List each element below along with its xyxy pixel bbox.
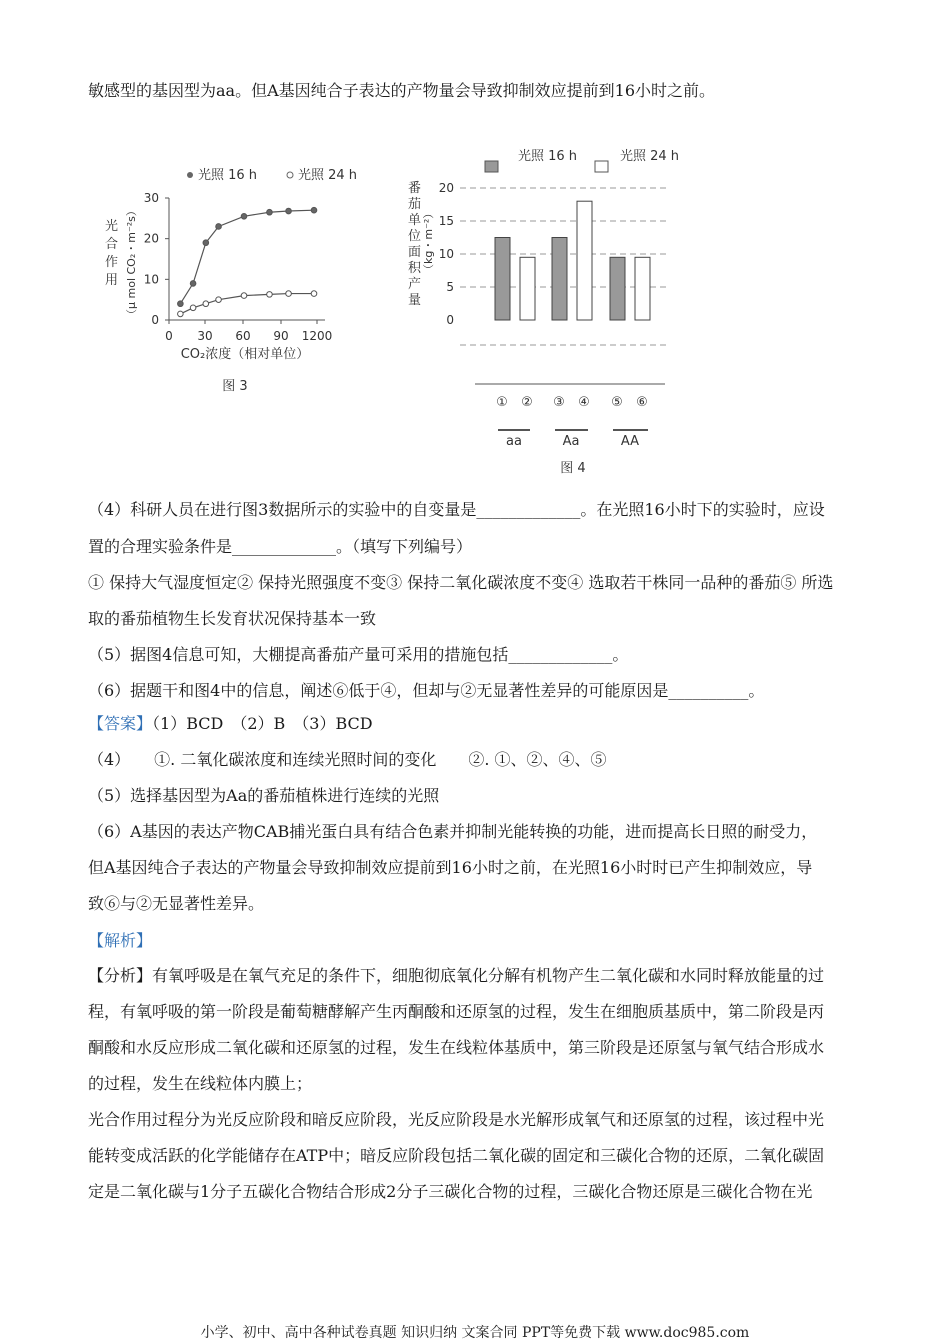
fig3-point: [178, 301, 184, 307]
analysis-p1-line2: 程，有氧呼吸的第一阶段是葡萄糖酵解产生丙酮酸和还原氢的过程，发生在细胞质基质中，第二阶段是丙: [88, 1002, 825, 1021]
fig3-ytick: 30: [143, 191, 159, 205]
fig3-xtick: 30: [197, 329, 213, 343]
fig4-bar-label: ⑥: [636, 395, 648, 410]
fig3-xlabel: CO₂浓度（相对单位）: [180, 347, 310, 362]
legend-24h-marker: [287, 172, 293, 178]
fig3-legend-24h: 光照 24 h: [298, 168, 358, 183]
fig3-point: [241, 293, 247, 299]
fig4-bar-label: ⑤: [611, 395, 623, 410]
fig4-ytick: 20: [438, 181, 454, 195]
fig4-bar-label: ②: [521, 395, 533, 410]
fig4-ylabel-char: 单: [408, 213, 422, 228]
fig4-bar-3: [552, 238, 567, 321]
fig4-ylabel-char: 产: [408, 277, 422, 292]
fig3-point: [203, 301, 209, 307]
answer-line2: （4） ①. 二氧化碳浓度和连续光照时间的变化 ②. ①、②、④、⑤: [88, 750, 607, 769]
q4-line2: 置的合理实验条件是_____________。（填写下列编号）: [88, 537, 473, 556]
analysis-tag: 【解析】: [88, 931, 153, 950]
fig4-ylabel-char: 番: [408, 181, 422, 196]
fig4-bar-label: ①: [496, 395, 508, 410]
fig4-bar-4: [577, 201, 592, 320]
analysis-p1-line1: 【分析】有氧呼吸是在氧气充足的条件下，细胞彻底氧化分解有机物产生二氧化碳和水同时释放能量的过: [88, 966, 825, 985]
fig3-point: [216, 297, 222, 303]
fig3-point: [311, 291, 317, 297]
fig4-ylabel-char: 位: [408, 229, 422, 244]
fig4-ytick: 5: [446, 280, 454, 294]
fig4-ytick: 0: [446, 313, 454, 327]
group-AA: AA: [620, 434, 640, 449]
analysis-p2-line1: 光合作用过程分为光反应阶段和暗反应阶段，光反应阶段是水光解形成氧气和还原氢的过程，该过程中光: [88, 1110, 825, 1129]
fig4-caption: 图 4: [560, 461, 586, 476]
fig3-point: [311, 207, 317, 213]
fig4-ylabel-char: 积: [408, 261, 422, 276]
answer-line3: （5）选择基因型为Aa的番茄植株进行连续的光照: [88, 786, 440, 805]
fig4-ytick: 10: [438, 247, 454, 261]
q4-options-line2: 取的番茄植物生长发育状况保持基本一致: [88, 609, 377, 628]
fig3-xtick: 90: [273, 329, 289, 343]
answer-line6: 致⑥与②无显著性差异。: [88, 894, 265, 913]
fig3-xtick: 0: [165, 329, 173, 343]
fig3-ylabel-3: 作: [105, 255, 119, 270]
group-Aa: Aa: [562, 434, 580, 449]
legend-16h-marker: [187, 172, 193, 178]
footer: 小学、初中、高中各种试卷真题 知识归纳 文案合同 PPT等免费下载 www.doc985.com: [200, 1325, 750, 1341]
fig4-legend-16h: 光照 16 h: [518, 149, 578, 164]
fig3-point: [267, 209, 273, 215]
fig3-point: [286, 291, 292, 297]
fig3-caption: 图 3: [222, 379, 248, 394]
fig3-point: [267, 292, 273, 298]
fig4-legend-16h-swatch: [485, 161, 498, 172]
analysis-p1-line3: 酮酸和水反应形成二氧化碳和还原氢的过程，发生在线粒体基质中，第三阶段是还原氢与氧气结合形成水: [88, 1038, 825, 1057]
intro-line: 敏感型的基因型为aa。但A基因纯合子表达的产物量会导致抑制效应提前到16小时之前。: [88, 81, 715, 100]
fig4-bar-5: [610, 257, 625, 320]
analysis-p1-line4: 的过程，发生在线粒体内膜上；: [88, 1074, 313, 1093]
fig4-ylabel-unit: （kg・m⁻²）: [422, 207, 435, 275]
fig3-ytick: 20: [143, 231, 159, 246]
fig4-bar-label: ④: [578, 395, 590, 410]
q6: （6）据题干和图4中的信息，阐述⑥低于④，但却与②无显著性差异的可能原因是__________。: [88, 681, 765, 700]
analysis-p2-line2: 能转变成活跃的化学能储存在ATP中；暗反应阶段包括二氧化碳的固定和三碳化合物的还原，二氧化碳固: [88, 1146, 825, 1165]
fig3-point: [241, 214, 247, 220]
fig4-bar-1: [495, 238, 510, 321]
figure-4: [400, 140, 700, 485]
q4-line1: （4）科研人员在进行图3数据所示的实验中的自变量是_____________。在光照16小时下的实验时，应设: [88, 500, 825, 519]
answer-line1: [88, 713, 868, 735]
fig3-point: [216, 224, 222, 230]
fig3-series-line-1: [180, 294, 314, 314]
fig4-legend-24h-swatch: [595, 161, 608, 172]
fig4-ylabel-char: 茄: [408, 197, 422, 212]
fig3-point: [190, 281, 196, 287]
fig3-point: [190, 305, 196, 311]
fig4-bar-2: [520, 257, 535, 320]
fig3-point: [178, 311, 184, 317]
answer-text1: （1）BCD （2）B （3）BCD: [152, 714, 373, 733]
group-aa: aa: [506, 434, 522, 449]
fig4-ylabel-char: 面: [408, 245, 422, 260]
fig3-series-line-0: [180, 210, 314, 304]
analysis-p2-line3: 定是二氧化碳与1分子五碳化合物结合形成2分子三碳化合物的过程，三碳化合物还原是三碳化合物在光: [88, 1182, 813, 1201]
figure-3: [95, 160, 375, 400]
fig4-legend-24h: 光照 24 h: [620, 149, 680, 164]
fig4-ytick: 15: [438, 214, 454, 228]
answer-line5: 但A基因纯合子表达的产物量会导致抑制效应提前到16小时之前，在光照16小时时已产生抑制效应，导: [88, 858, 813, 877]
fig3-ylabel-1: 光: [105, 219, 119, 234]
fig3-point: [286, 208, 292, 214]
fig3-ylabel-4: 用: [105, 273, 119, 288]
fig3-xtick: 60: [235, 329, 251, 343]
fig3-ylabel-unit: （μ mol CO₂・m⁻²s）: [125, 205, 138, 320]
fig3-xtick: 1200: [301, 329, 333, 343]
q5: （5）据图4信息可知，大棚提高番茄产量可采用的措施包括_____________。: [88, 645, 629, 664]
fig3-point: [203, 240, 209, 246]
answer-line4: （6）A基因的表达产物CAB捕光蛋白具有结合色素并抑制光能转换的功能，进而提高长日照的耐受力，: [88, 822, 818, 841]
fig3-ylabel-2: 合: [105, 237, 119, 252]
fig4-bar-label: ③: [553, 395, 565, 410]
fig3-legend-16h: 光照 16 h: [198, 168, 258, 183]
answer-tag: 【答案】: [88, 714, 153, 733]
fig3-ytick: 10: [143, 272, 159, 287]
fig4-bar-6: [635, 257, 650, 320]
fig3-ytick: 0: [151, 313, 159, 327]
q4-options-line1: ① 保持大气湿度恒定② 保持光照强度不变③ 保持二氧化碳浓度不变④ 选取若干株同一品种的番茄⑤ 所选: [88, 573, 834, 592]
fig4-ylabel-char: 量: [408, 293, 422, 308]
